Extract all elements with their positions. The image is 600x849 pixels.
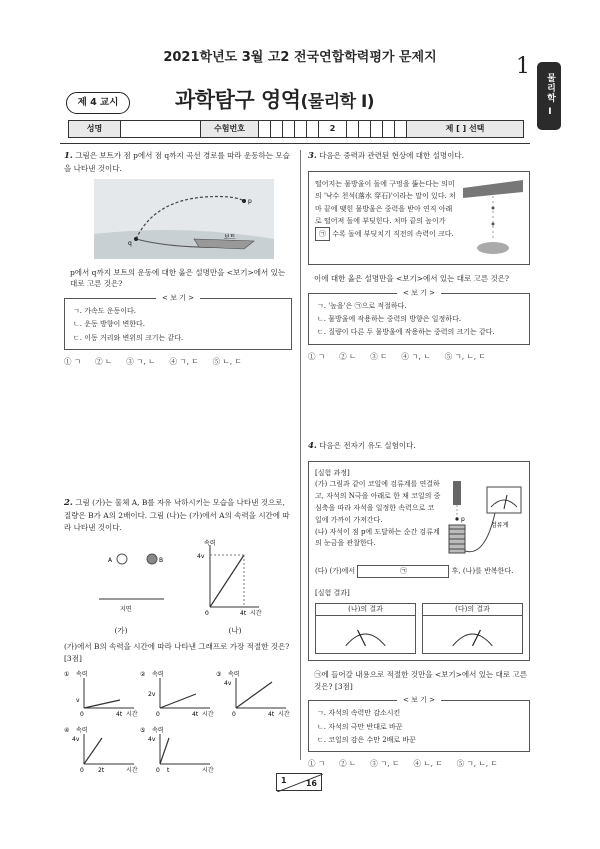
bogi-title: < 보 기 > — [397, 695, 441, 706]
answer-choices — [308, 758, 530, 770]
time-tick-label: 4t — [240, 610, 247, 618]
svg-text:0: 0 — [80, 767, 84, 775]
question-number: 3. — [308, 151, 317, 161]
svg-text:0: 0 — [156, 711, 160, 719]
choice-5[interactable]: ⑤ ㄱ, ㄴ, ㄷ — [444, 351, 486, 361]
choice-5[interactable]: ⑤ ㄱ, ㄴ, ㄷ — [456, 759, 498, 769]
question-number: 4. — [308, 441, 317, 451]
exam-number-cell[interactable] — [371, 121, 383, 137]
svg-text:4t: 4t — [268, 711, 275, 719]
time-axis-label: 시간 — [250, 610, 262, 618]
exam-number-cell[interactable] — [271, 121, 283, 137]
svg-text:속력: 속력 — [76, 671, 88, 679]
svg-text:시간: 시간 — [278, 711, 290, 719]
current-page: 1 — [281, 776, 287, 785]
svg-text:①: ① — [64, 671, 70, 679]
choice-1[interactable]: ① ㄱ — [64, 356, 82, 366]
question-4 — [308, 440, 530, 770]
svg-text:시간: 시간 — [126, 767, 138, 775]
question-3 — [308, 150, 530, 362]
graph-option-3[interactable] — [216, 668, 292, 718]
graph-option-4[interactable] — [64, 724, 140, 774]
subject-subtitle: (물리학 Ⅰ) — [300, 92, 375, 112]
ground-label: 지면 — [120, 606, 132, 614]
svg-text:⑤: ⑤ — [140, 727, 146, 735]
question-2 — [64, 497, 292, 774]
svg-text:0: 0 — [232, 711, 236, 719]
question-prompt: ㉠에 들어갈 내용으로 적절한 것만을 <보기>에서 있는 대로 고른 것은? [3점] — [314, 670, 528, 691]
boat-label: 보트 — [224, 233, 236, 241]
choice-3[interactable]: ③ ㄱ, ㄷ — [370, 759, 400, 769]
result-panels — [315, 603, 523, 654]
exam-number-digit: 2 — [319, 121, 347, 137]
bogi-item: ㄷ. 코일의 감은 수만 2배로 바꾼 — [317, 736, 416, 745]
question-prompt: 이에 대한 옳은 설명만을 <보기>에서 있는 대로 고른 것은? — [314, 274, 510, 284]
svg-text:속력: 속력 — [152, 727, 164, 735]
object-a-label: A — [108, 557, 113, 565]
bogi-item: ㄴ. 자석의 극만 반대로 바꾼 — [317, 722, 403, 731]
gauge-na — [316, 616, 415, 650]
svg-text:2t: 2t — [98, 767, 105, 775]
passage-text: 수록 돌에 부딪치기 직전의 속력이 크다. — [330, 230, 454, 239]
choice-2[interactable]: ② ㄴ — [339, 759, 357, 769]
subject-side-tab: 물리학 Ⅰ — [537, 62, 561, 130]
page-number: 1 — [516, 54, 530, 79]
experiment-box — [308, 461, 530, 661]
boat-path-figure — [94, 179, 274, 259]
point-p-label: p — [248, 197, 252, 205]
result-na-label: (나)의 결과 — [316, 604, 415, 616]
result-na-panel — [315, 603, 416, 654]
graph-option-1[interactable] — [64, 668, 140, 718]
figure-captions — [64, 625, 292, 637]
bogi-box — [64, 294, 292, 350]
origin-label: 0 — [205, 610, 209, 618]
blank-marker: ㉠ — [357, 565, 449, 578]
blank-marker: ㉠ — [315, 227, 330, 241]
exam-number-cell[interactable] — [259, 121, 271, 137]
point-p-label: p — [461, 516, 465, 524]
question-number: 1. — [64, 151, 73, 161]
question-1 — [64, 150, 292, 368]
svg-text:4t: 4t — [192, 711, 199, 719]
choice-4[interactable]: ④ ㄱ, ㄷ — [169, 356, 199, 366]
choice-4[interactable]: ④ ㄱ, ㄴ — [401, 351, 431, 361]
choice-5[interactable]: ⑤ ㄴ, ㄷ — [212, 356, 242, 366]
choice-2[interactable]: ② ㄴ — [95, 356, 113, 366]
exam-title: 2021학년도 3월 고2 전국연합학력평가 문제지 — [163, 50, 437, 65]
svg-text:2v: 2v — [148, 691, 156, 699]
choice-1[interactable]: ① ㄱ — [308, 351, 326, 361]
step-da: (다) (가)에서 ㉠ 후, (나)를 반복한다. — [315, 565, 523, 578]
bogi-item: ㄱ. 자석의 속력만 감소시킨 — [317, 709, 401, 718]
bogi-item: ㄷ. 이동 거리와 변위의 크기는 같다. — [73, 333, 184, 342]
svg-text:4v: 4v — [72, 736, 80, 744]
svg-text:v: v — [76, 697, 80, 705]
graph-options — [64, 668, 292, 774]
answer-choices — [64, 356, 292, 368]
bogi-item: ㄴ. 운동 방향이 변한다. — [73, 320, 145, 329]
galvanometer-label: 검류계 — [491, 522, 509, 530]
total-pages: 16 — [305, 778, 317, 788]
process-title: [실험 과정] — [315, 469, 350, 478]
svg-text:속력: 속력 — [76, 727, 88, 735]
choice-2[interactable]: ② ㄴ — [339, 351, 357, 361]
choice-3[interactable]: ③ ㄱ, ㄴ — [126, 356, 156, 366]
step-na: (나) 자석이 점 p에 도달하는 순간 검류계의 눈금을 관찰한다. — [315, 527, 440, 548]
speed-axis-label: 속력 — [204, 540, 216, 548]
caption-na: (나) — [228, 626, 242, 636]
caption-ga: (가) — [114, 626, 128, 636]
choice-1[interactable]: ① ㄱ — [308, 759, 326, 769]
coil-galvanometer-figure — [445, 479, 523, 561]
object-b-label: B — [159, 557, 164, 565]
passage-text: 떨어지는 물방울이 돌에 구멍을 뚫는다는 의미의 '낙수 천석(落水 穿石)'이라는 말이 있다. 처마 끝에 맺힌 물방울은 중력을 받아 연직 아래로 떨어져 돌에 부딪힌다. 처마 끝의 높이가 — [315, 180, 456, 225]
step-ga: (가) 그림과 같이 코일에 검류계를 연결하고, 자석의 N극을 아래로 한 채 코일의 중심축을 따라 자석을 일정한 속력으로 코일에 가까이 가져간다. — [315, 480, 441, 524]
bogi-item: ㄴ. 물방울에 작용하는 중력의 방향은 일정하다. — [317, 315, 462, 324]
question-text: 그림은 보트가 점 p에서 점 q까지 곡선 경로를 따라 운동하는 모습을 나타낸 것이다. — [64, 151, 290, 174]
svg-text:속력: 속력 — [228, 671, 240, 679]
passage-box — [308, 171, 530, 265]
exam-number-cell[interactable] — [295, 121, 307, 137]
gauge-da — [423, 616, 522, 650]
selection-label: 제 [ ] 선택 — [407, 121, 523, 137]
result-da-label: (다)의 결과 — [423, 604, 522, 616]
question-text: 다음은 전자기 유도 실험이다. — [319, 441, 416, 450]
name-label: 성명 — [69, 121, 121, 137]
bogi-item: ㄷ. 질량이 다른 두 물방울에 작용하는 중력의 크기는 같다. — [317, 328, 495, 337]
exam-number-cell[interactable] — [383, 121, 395, 137]
svg-text:시간: 시간 — [202, 711, 214, 719]
svg-text:②: ② — [140, 671, 146, 679]
svg-text:0: 0 — [156, 767, 160, 775]
subject-title: 과학탐구 영역(물리학 Ⅰ) — [175, 88, 375, 112]
bogi-item: ㄱ. '높을'은 ㉠으로 적절하다. — [317, 301, 407, 310]
graph-option-5[interactable] — [140, 724, 216, 774]
svg-text:③: ③ — [216, 671, 222, 679]
question-number: 2. — [64, 498, 73, 508]
page-indicator — [276, 773, 322, 791]
choice-3[interactable]: ③ ㄷ — [370, 351, 388, 361]
svg-text:시간: 시간 — [202, 767, 214, 775]
exam-number-cell[interactable] — [307, 121, 319, 137]
student-info-bar — [68, 120, 524, 138]
svg-text:0: 0 — [80, 711, 84, 719]
header-rule — [60, 143, 530, 144]
question-text: 그림 (가)는 물체 A, B를 자유 낙하시키는 모습을 나타낸 것으로, 질량은 B가 A의 2배이다. 그림 (나)는 (가)에서 A의 속력을 시간에 따라 나타낸 것이다. — [64, 498, 290, 532]
speed-tick-label: 4v — [197, 553, 205, 561]
bogi-item: ㄱ. 가속도 운동이다. — [73, 307, 136, 316]
svg-text:t: t — [167, 767, 170, 775]
bogi-title: < 보 기 > — [156, 293, 200, 304]
svg-text:4v: 4v — [224, 680, 232, 688]
svg-text:4t: 4t — [116, 711, 123, 719]
exam-number-cell[interactable] — [395, 121, 407, 137]
result-title: [실험 결과] — [315, 588, 350, 597]
exam-number-cell[interactable] — [347, 121, 359, 137]
question-prompt: p에서 q까지 보트의 운동에 대한 옳은 설명만을 <보기>에서 있는 대로 고른 것은? — [70, 267, 286, 289]
bogi-title: < 보 기 > — [397, 288, 441, 299]
free-fall-figure — [64, 537, 292, 625]
question-prompt: (가)에서 B의 속력을 시간에 따라 나타낸 그래프로 가장 적절한 것은? [3점] — [64, 642, 290, 663]
choice-4[interactable]: ④ ㄴ, ㄷ — [413, 759, 443, 769]
exam-number-cell[interactable] — [283, 121, 295, 137]
exam-number-label: 수험번호 — [201, 121, 259, 137]
bogi-box — [308, 696, 530, 752]
svg-text:속력: 속력 — [152, 671, 164, 679]
graph-option-2[interactable] — [140, 668, 216, 718]
name-field[interactable] — [121, 121, 201, 137]
bogi-box — [308, 288, 530, 345]
result-da-panel — [422, 603, 523, 654]
question-text: 다음은 중력과 관련된 현상에 대한 설명이다. — [319, 151, 464, 160]
svg-text:4v: 4v — [148, 736, 156, 744]
svg-text:④: ④ — [64, 727, 70, 735]
exam-number-cell[interactable] — [359, 121, 371, 137]
answer-choices — [308, 351, 530, 363]
period-label: 제 4 교시 — [66, 92, 130, 114]
eaves-drip-figure — [463, 178, 523, 258]
point-q-label: q — [128, 239, 132, 247]
svg-text:시간: 시간 — [126, 711, 138, 719]
column-divider — [300, 150, 301, 760]
